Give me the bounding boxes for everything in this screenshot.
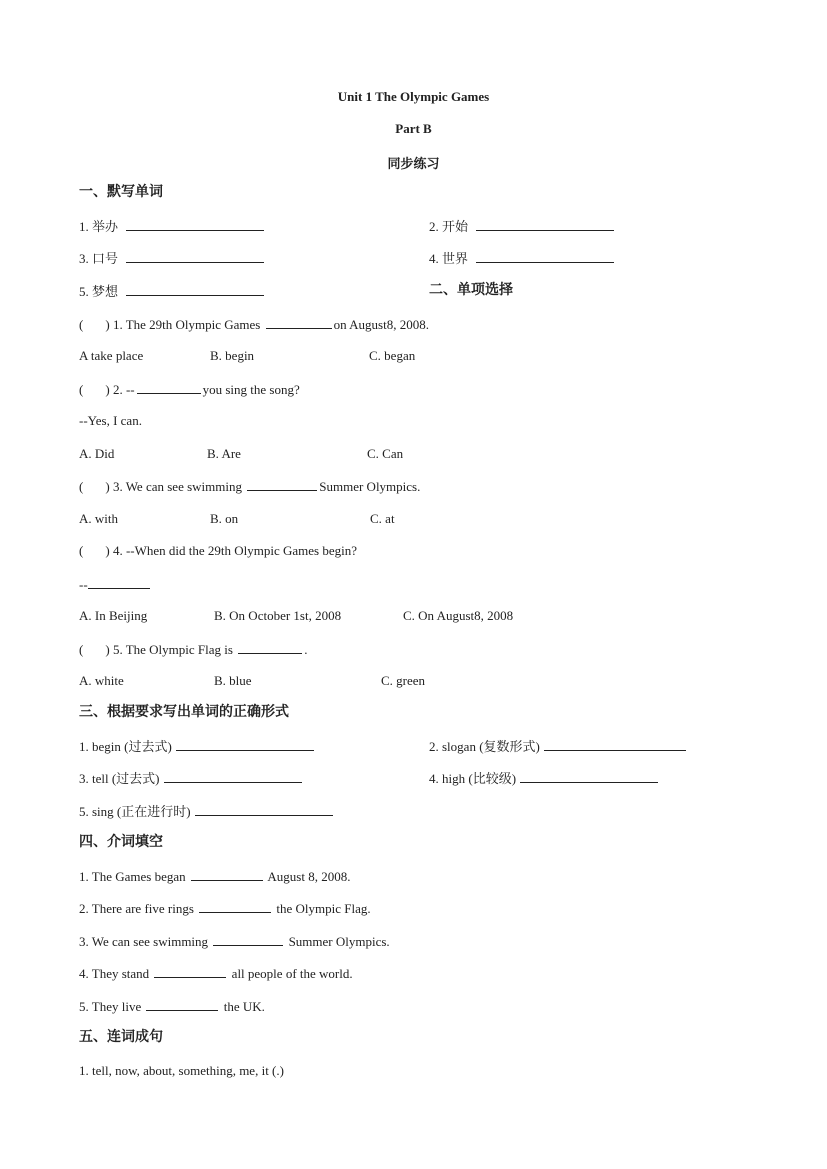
answer-blank[interactable] (126, 283, 264, 296)
s2-q1-option-c[interactable]: C. began (369, 348, 416, 363)
s2-q4-option-b[interactable]: B. On October 1st, 2008 (214, 608, 342, 623)
s2-q1-option-b[interactable]: B. begin (210, 348, 255, 363)
s4-item-4: 4. They stand all people of the world. (79, 966, 353, 981)
s2-q1-option-a[interactable]: A take place (79, 348, 144, 363)
s2-q5-option-c[interactable]: C. green (381, 673, 426, 688)
s2-question-2: ( ) 2. -- you sing the song? (79, 382, 300, 397)
section-2-heading: 二、单项选择 (429, 283, 513, 298)
s2-q2-reply: --Yes, I can. (79, 413, 142, 428)
answer-blank[interactable] (199, 900, 271, 913)
s2-q2-option-c[interactable]: C. Can (367, 446, 404, 461)
s2-question-3: ( ) 3. We can see swimming Summer Olympics. (79, 479, 421, 494)
answer-blank[interactable] (476, 218, 614, 231)
s2-q4-option-a[interactable]: A. In Beijing (79, 608, 148, 623)
s2-q2-option-a[interactable]: A. Did (79, 446, 115, 461)
s3-item-2: 2. slogan (复数形式) (429, 738, 688, 755)
s2-q4-reply: -- (79, 576, 152, 593)
answer-blank[interactable] (195, 803, 333, 816)
answer-blank[interactable] (154, 965, 226, 978)
answer-blank[interactable] (176, 738, 314, 751)
s4-item-1: 1. The Games began August 8, 2008. (79, 869, 351, 884)
answer-blank[interactable] (238, 641, 302, 654)
s2-q3-option-a[interactable]: A. with (79, 511, 118, 526)
s3-item-5: 5. sing (正在进行时) (79, 803, 335, 820)
s4-item-5: 5. They live the UK. (79, 999, 265, 1014)
s4-item-3: 3. We can see swimming Summer Olympics. (79, 934, 390, 949)
answer-blank[interactable] (126, 250, 264, 263)
s4-item-2: 2. There are five rings the Olympic Flag. (79, 901, 371, 916)
page-title: Unit 1 The Olympic Games (337, 89, 490, 104)
s2-question-1: ( ) 1. The 29th Olympic Games on August8, 2008. (79, 317, 429, 332)
answer-blank[interactable] (266, 316, 332, 329)
section-5-heading: 五、连词成句 (79, 1030, 163, 1045)
s1-item-3: 3. 口号 (79, 250, 266, 267)
s3-item-1: 1. begin (过去式) (79, 738, 316, 755)
s3-item-4: 4. high (比较级) (429, 770, 660, 787)
s2-q3-option-b[interactable]: B. on (210, 511, 239, 526)
answer-blank[interactable] (126, 218, 264, 231)
answer-blank[interactable] (137, 381, 201, 394)
s2-q5-option-b[interactable]: B. blue (214, 673, 252, 688)
s2-q3-option-c[interactable]: C. at (370, 511, 395, 526)
answer-blank[interactable] (476, 250, 614, 263)
answer-blank[interactable] (191, 868, 263, 881)
s5-item-1: 1. tell, now, about, something, me, it (.) (79, 1063, 284, 1078)
answer-blank[interactable] (213, 933, 283, 946)
s2-question-4: ( ) 4. --When did the 29th Olympic Games begin? (79, 543, 357, 558)
answer-blank[interactable] (520, 770, 658, 783)
s2-question-5: ( ) 5. The Olympic Flag is . (79, 642, 308, 657)
answer-blank[interactable] (146, 998, 218, 1011)
answer-blank[interactable] (164, 770, 302, 783)
s1-item-4: 4. 世界 (429, 250, 616, 267)
s1-item-5: 5. 梦想 (79, 283, 266, 300)
section-1-heading: 一、默写单词 (79, 185, 163, 200)
section-3-heading: 三、根据要求写出单词的正确形式 (79, 705, 289, 720)
s2-q5-option-a[interactable]: A. white (79, 673, 124, 688)
s3-item-3: 3. tell (过去式) (79, 770, 304, 787)
s1-item-2: 2. 开始 (429, 218, 616, 235)
answer-blank[interactable] (544, 738, 686, 751)
answer-blank[interactable] (88, 576, 150, 589)
page-subtitle: Part B (395, 121, 432, 136)
answer-blank[interactable] (247, 478, 317, 491)
s2-q4-option-c[interactable]: C. On August8, 2008 (403, 608, 514, 623)
s2-q2-option-b[interactable]: B. Are (207, 446, 241, 461)
s1-item-1: 1. 举办 (79, 218, 266, 235)
section-4-heading: 四、介词填空 (79, 835, 163, 850)
page-subtitle-2: 同步练习 (387, 156, 440, 171)
